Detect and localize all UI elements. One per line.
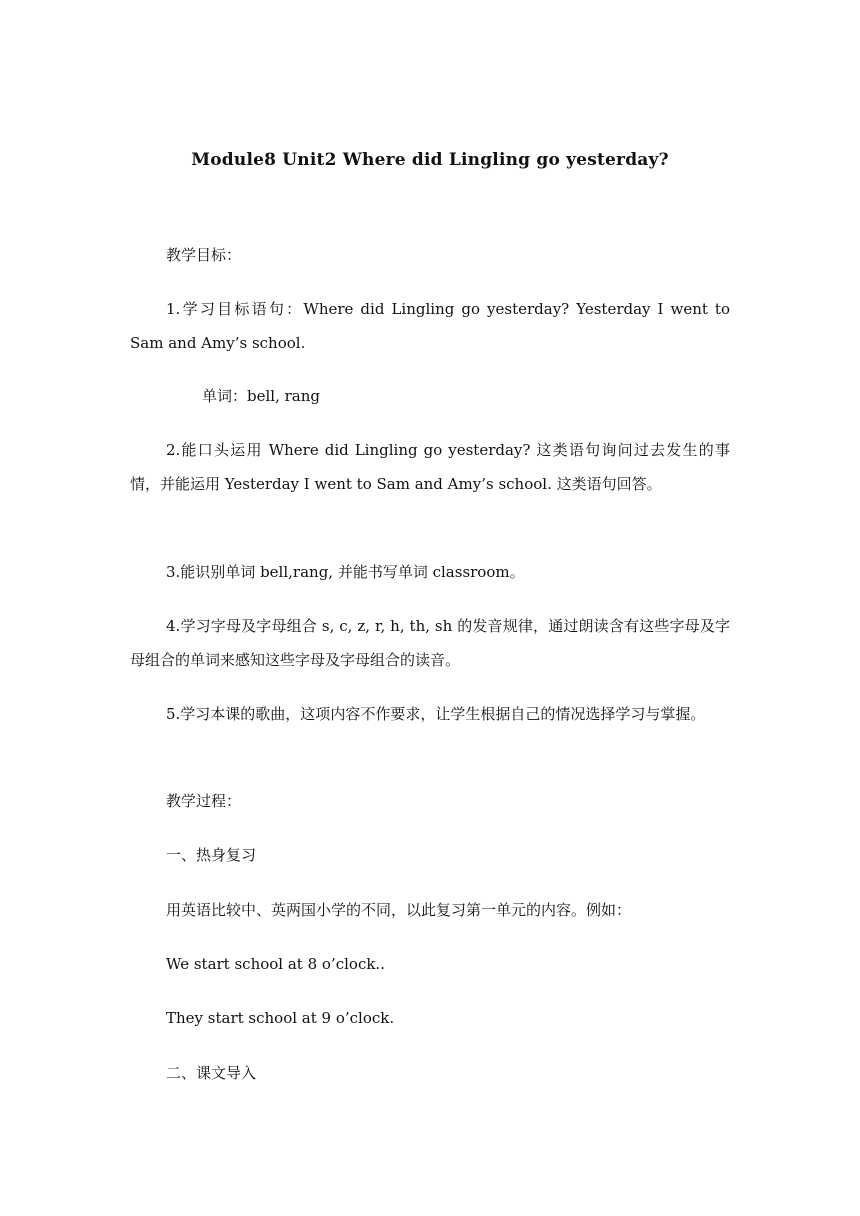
objective-5: 5.学习本课的歌曲，这项内容不作要求，让学生根据自己的情况选择学习与掌握。 (166, 705, 706, 723)
example-sentence-1: We start school at 8 o’clock.. (166, 955, 385, 973)
example-sentence-2: They start school at 9 o’clock. (166, 1009, 395, 1027)
objective-1: 1.学习目标语句：Where did Lingling go yesterday? Yesterday I went to Sam and Amy’s school. (130, 300, 730, 352)
document-title: Module8 Unit2 Where did Lingling go yesterday? (191, 150, 669, 170)
objective-3: 3.能识别单词 bell,rang, 并能书写单词 classroom。 (166, 563, 525, 581)
vocabulary-line: 单词：bell, rang (202, 387, 320, 405)
step-1-description: 用英语比较中、英两国小学的不同，以此复习第一单元的内容。例如： (166, 901, 632, 919)
section-heading-objectives: 教学目标： (166, 246, 242, 264)
objective-4: 4.学习字母及字母组合 s, c, z, r, h, th, sh 的发音规律，通过朗读含有这些字母及字母组合的单词来感知这些字母及字母组合的读音。 (130, 617, 730, 669)
section-heading-process: 教学过程： (166, 792, 242, 810)
step-1-heading: 一、热身复习 (166, 846, 257, 864)
step-2-heading: 二、课文导入 (166, 1064, 257, 1082)
objective-2: 2.能口头运用 Where did Lingling go yesterday? 这类语句询问过去发生的事情，并能运用 Yesterday I went to Sam and Amy’s school. 这类语句回答。 (130, 441, 730, 493)
